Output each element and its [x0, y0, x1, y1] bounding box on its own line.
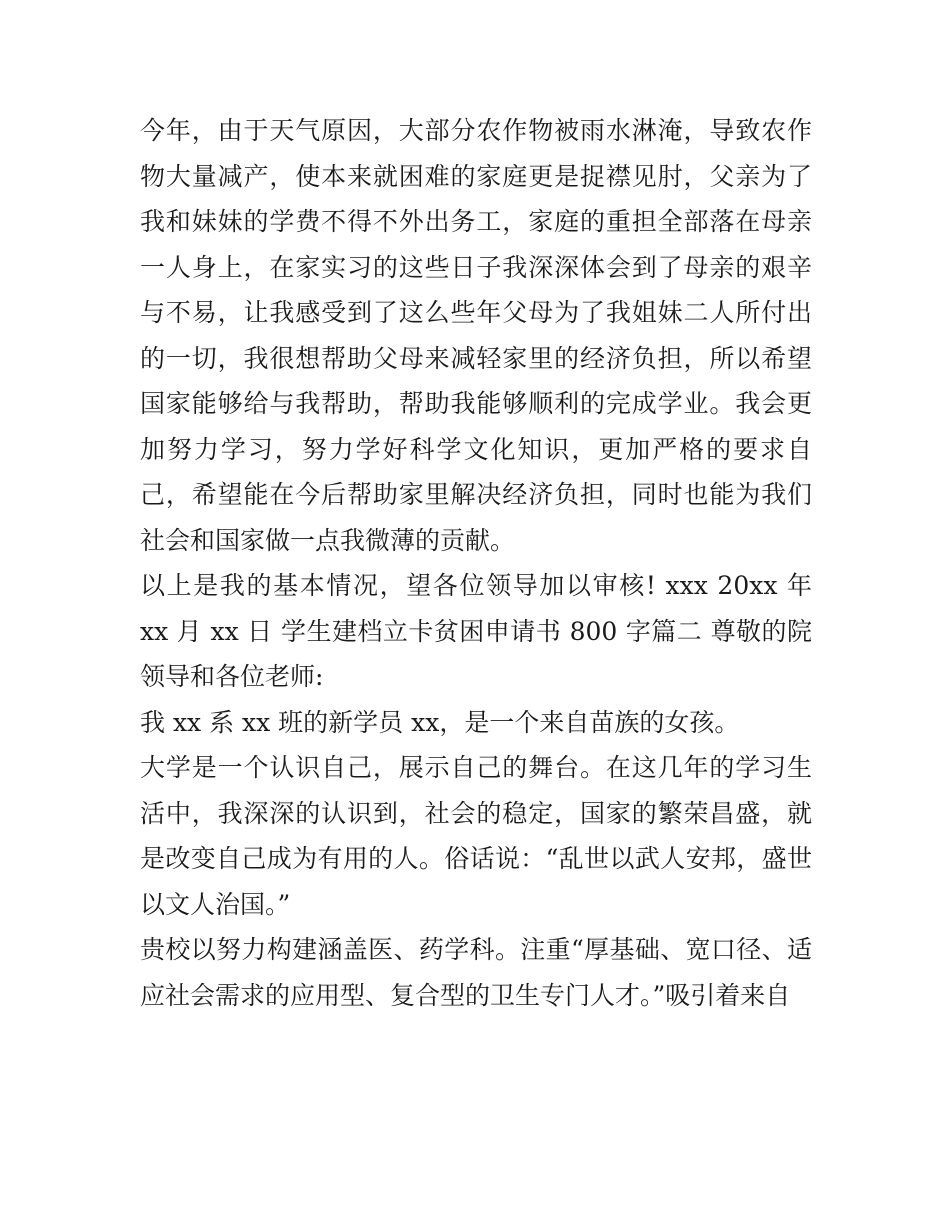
document-body: [140, 108, 812, 1018]
paragraph-university-stage: 大学是一个认识自己，展示自己的舞台。在这几年的学习生活中，我深深的认识到，社会的稳定，国家的繁荣昌盛，就是改变自己成为有用的人。俗话说：“乱世以武人安邦，盛世以文人治国。”: [140, 753, 812, 919]
paragraph-hardship: 今年，由于天气原因，大部分农作物被雨水淋淹，导致农作物大量减产，使本来就困难的家庭更是捉襟见肘，父亲为了我和妹妹的学费不得不外出务工，家庭的重担全部落在母亲一人身上，在家实习的这些日子我深深体会到了母亲的艰辛与不易，让我感受到了这么些年父母为了我姐妹二人所付出的一切，我很想帮助父母来减轻家里的经济负担，所以希望国家能够给与我帮助，帮助我能够顺利的完成学业。我会更加努力学习，努力学好科学文化知识，更加严格的要求自己，希望能在今后帮助家里解决经济负担，同时也能为我们社会和国家做一点我微薄的贡献。: [140, 116, 812, 555]
paragraph-self-introduction: 我 xx 系 xx 班的新学员 xx，是一个来自苗族的女孩。: [140, 707, 740, 737]
paragraph-closing-and-salutation: 以上是我的基本情况，望各位领导加以审核! xxx 20xx 年 xx 月 xx 日 学生建档立卡贫困申请书 800 字篇二 尊敬的院领导和各位老师:: [140, 571, 812, 691]
paragraph-school-features: 贵校以努力构建涵盖医、药学科。注重“厚基础、宽口径、适应社会需求的应用型、复合型的卫生专门人才。”吸引着来自: [140, 935, 812, 1010]
